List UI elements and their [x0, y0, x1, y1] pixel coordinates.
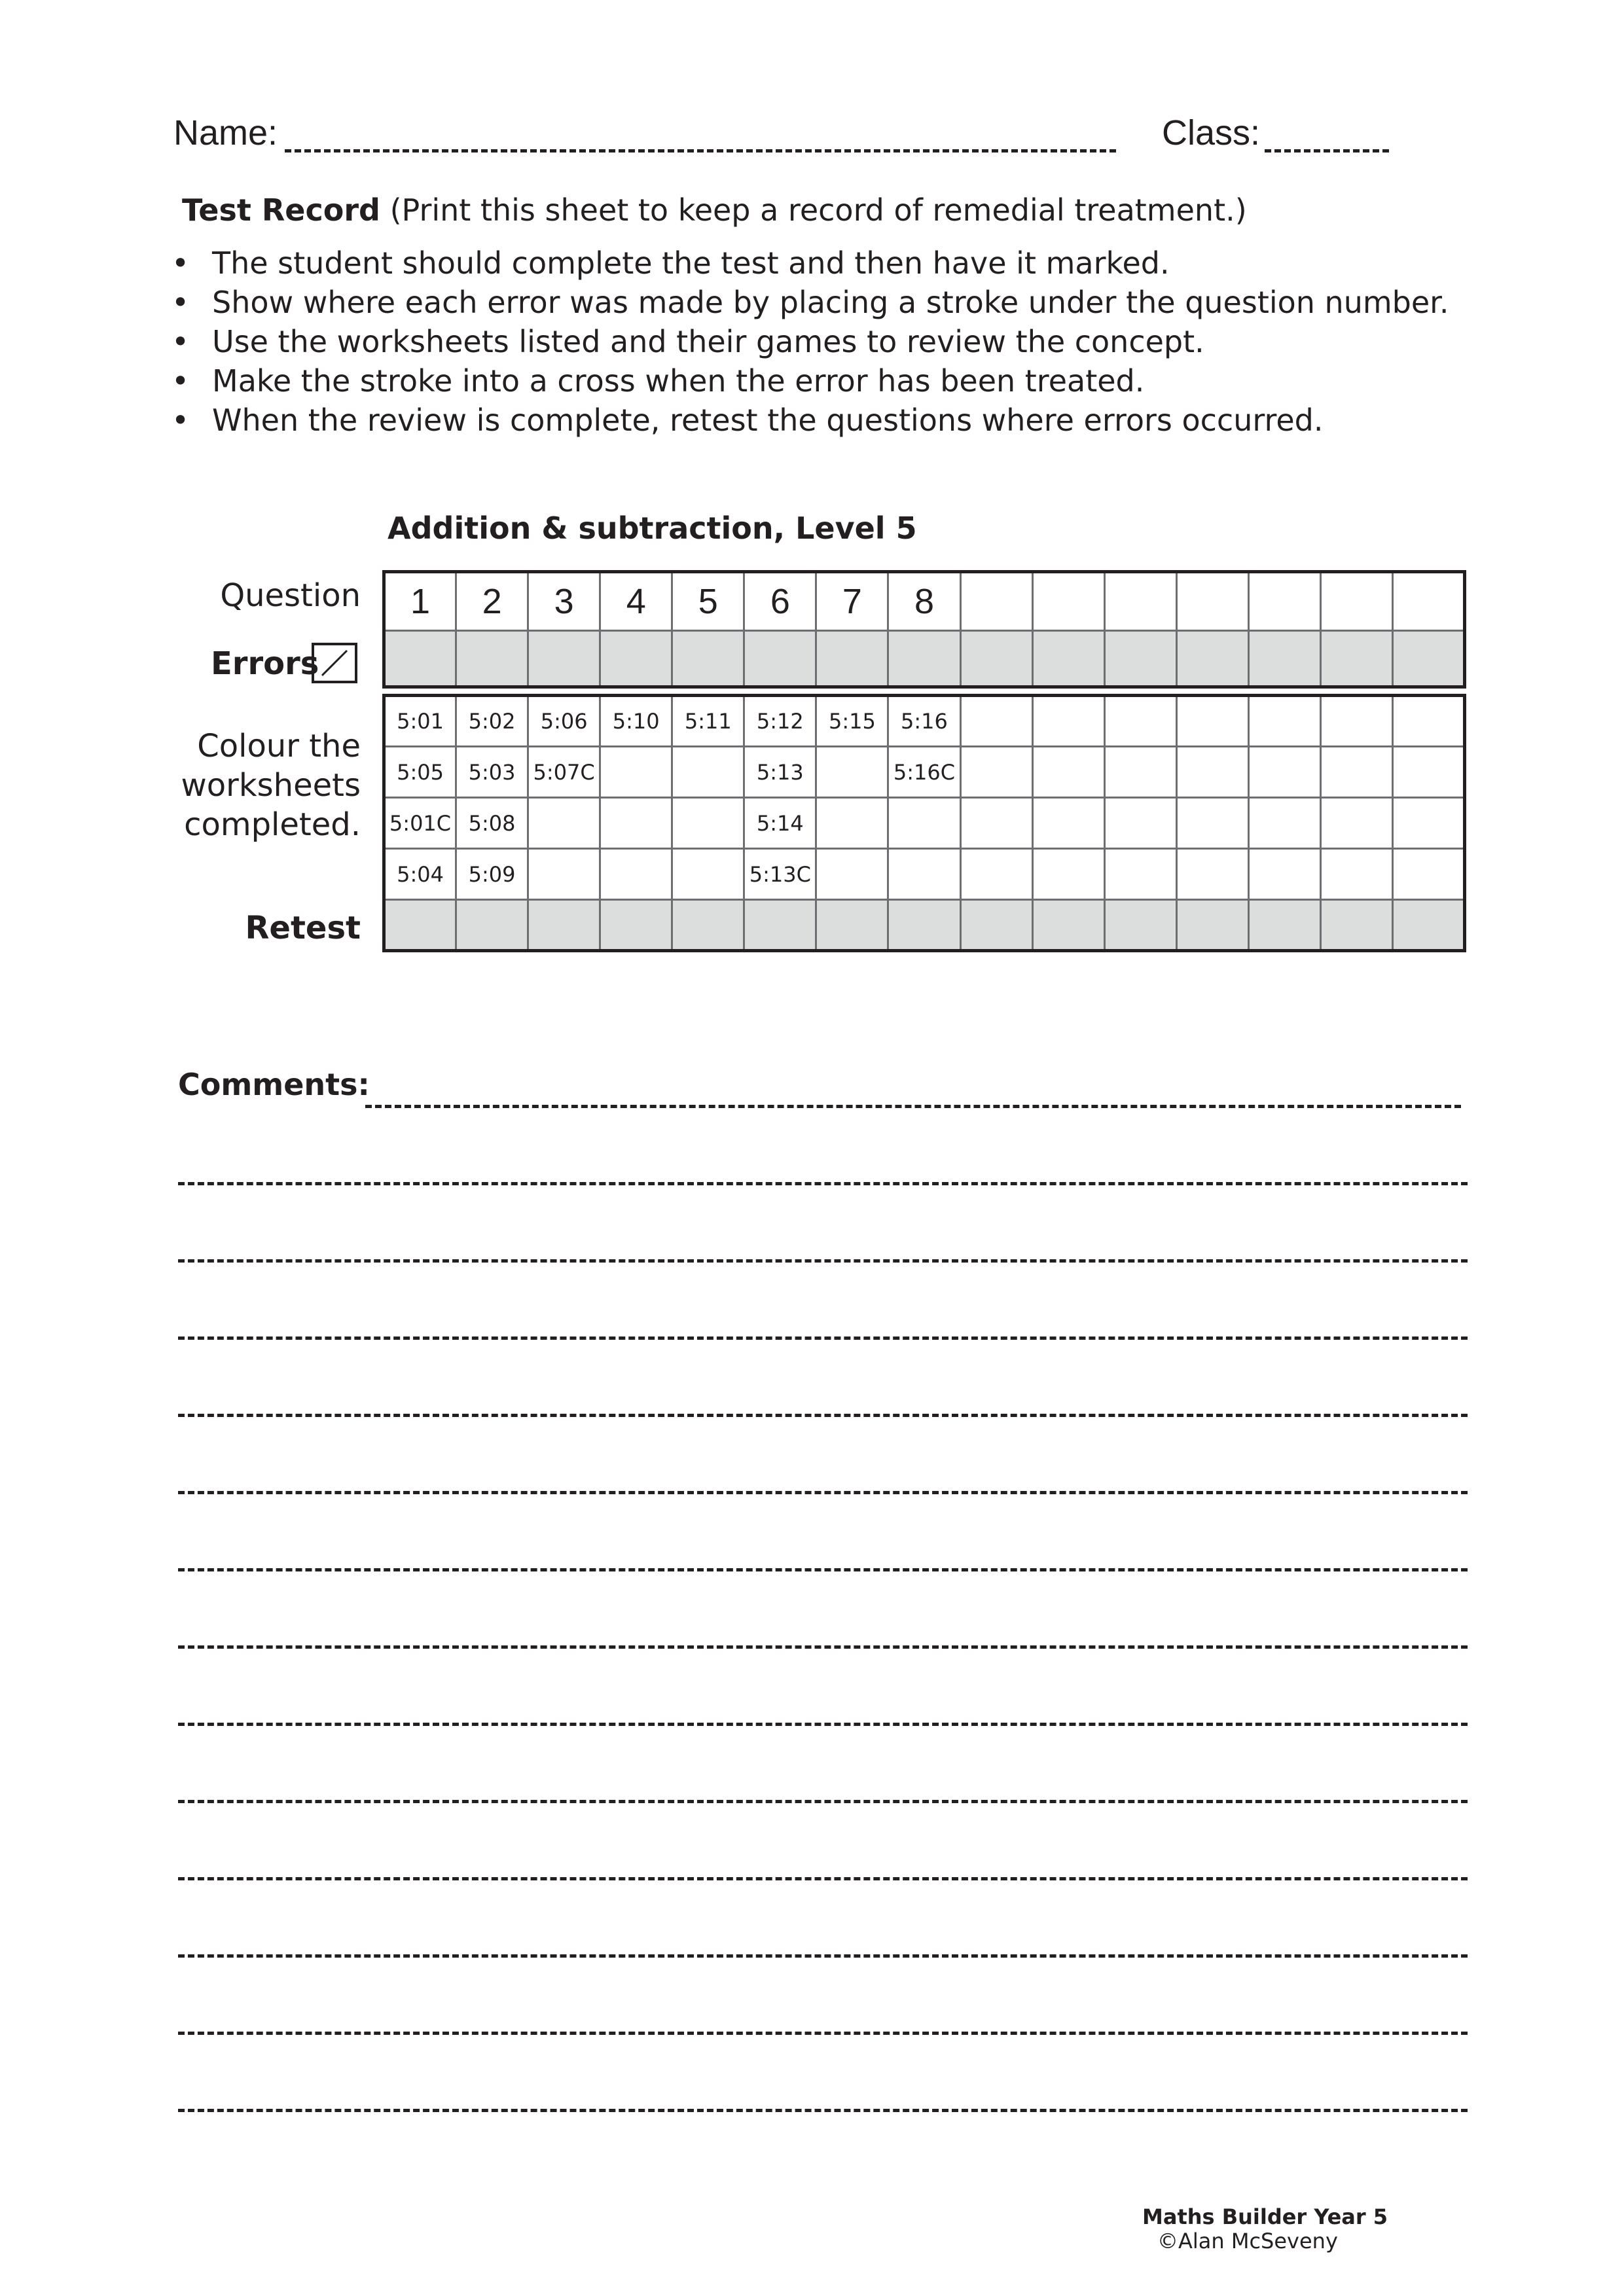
question-cell: 8: [888, 572, 960, 631]
instructions-list: [171, 243, 1449, 440]
error-cell[interactable]: [672, 631, 744, 687]
worksheet-cell[interactable]: [1176, 849, 1248, 900]
test-record-title: Test Record: [182, 192, 380, 228]
error-cell[interactable]: [528, 631, 600, 687]
worksheet-cell[interactable]: [1392, 798, 1464, 849]
worksheet-row: [384, 849, 1465, 900]
comment-line[interactable]: [178, 1723, 1468, 1726]
error-cell[interactable]: [744, 631, 816, 687]
worksheet-cell[interactable]: 5:08: [456, 798, 528, 849]
error-cell[interactable]: [384, 631, 456, 687]
worksheet-cell[interactable]: [528, 849, 600, 900]
worksheet-cell[interactable]: [528, 798, 600, 849]
worksheet-cell[interactable]: [600, 747, 672, 798]
retest-cell[interactable]: [744, 900, 816, 951]
worksheet-cell[interactable]: [888, 798, 960, 849]
worksheet-cell[interactable]: 5:06: [528, 696, 600, 747]
worksheet-cell[interactable]: [960, 849, 1032, 900]
retest-cell[interactable]: [888, 900, 960, 951]
worksheet-cell[interactable]: [1176, 747, 1248, 798]
retest-cell[interactable]: [960, 900, 1032, 951]
question-cell: [1392, 572, 1464, 631]
retest-cell[interactable]: [384, 900, 456, 951]
question-table: [382, 570, 1466, 689]
comment-line[interactable]: [178, 1491, 1468, 1494]
question-cell: 7: [816, 572, 888, 631]
worksheets-table: [382, 694, 1466, 952]
error-cell[interactable]: [1176, 631, 1248, 687]
question-cell: 2: [456, 572, 528, 631]
worksheet-cell[interactable]: [1104, 696, 1176, 747]
worksheet-cell[interactable]: [1392, 849, 1464, 900]
worksheet-cell[interactable]: 5:09: [456, 849, 528, 900]
worksheet-cell[interactable]: [1320, 747, 1392, 798]
error-cell[interactable]: [1248, 631, 1320, 687]
retest-cell[interactable]: [672, 900, 744, 951]
worksheet-row: [384, 696, 1465, 747]
retest-cell[interactable]: [1032, 900, 1104, 951]
worksheet-cell[interactable]: [960, 747, 1032, 798]
worksheet-cell[interactable]: [1248, 849, 1320, 900]
retest-cell[interactable]: [1320, 900, 1392, 951]
worksheet-cell[interactable]: [1176, 696, 1248, 747]
test-record-intro: [182, 192, 1247, 228]
question-cell: [1032, 572, 1104, 631]
worksheet-cell[interactable]: [816, 747, 888, 798]
worksheet-cell[interactable]: 5:01: [384, 696, 456, 747]
worksheet-cell[interactable]: 5:16C: [888, 747, 960, 798]
question-cell: 3: [528, 572, 600, 631]
instruction-item: • Use the worksheets listed and their games to review the concept.: [171, 322, 1449, 361]
worksheet-cell[interactable]: [1320, 849, 1392, 900]
question-label: Question: [220, 577, 361, 614]
errors-label: Errors: [211, 645, 319, 682]
worksheet-cell[interactable]: [672, 798, 744, 849]
retest-cell[interactable]: [1176, 900, 1248, 951]
colour-label-line: worksheets: [181, 767, 361, 804]
worksheet-cell[interactable]: 5:12: [744, 696, 816, 747]
worksheet-cell[interactable]: 5:13: [744, 747, 816, 798]
error-cell[interactable]: [960, 631, 1032, 687]
errors-row: [384, 631, 1465, 687]
colour-worksheets-label: [181, 726, 361, 844]
worksheet-cell[interactable]: [816, 798, 888, 849]
worksheet-row: [384, 747, 1465, 798]
worksheet-cell[interactable]: [1320, 798, 1392, 849]
worksheet-cell[interactable]: [816, 849, 888, 900]
worksheet-cell[interactable]: [1176, 798, 1248, 849]
worksheet-cell[interactable]: [1392, 747, 1464, 798]
question-cell: 5: [672, 572, 744, 631]
worksheet-cell[interactable]: 5:10: [600, 696, 672, 747]
question-cell: [1104, 572, 1176, 631]
retest-cell[interactable]: [600, 900, 672, 951]
worksheet-cell[interactable]: 5:16: [888, 696, 960, 747]
retest-row: [384, 900, 1465, 951]
instruction-item: • When the review is complete, retest the questions where errors occurred.: [171, 401, 1449, 440]
name-label: Name:: [173, 113, 278, 152]
question-cell: [1320, 572, 1392, 631]
comment-line[interactable]: [178, 1877, 1468, 1880]
question-cell: [960, 572, 1032, 631]
worksheet-cell[interactable]: [1032, 696, 1104, 747]
retest-cell[interactable]: [1392, 900, 1464, 951]
worksheet-cell[interactable]: [600, 849, 672, 900]
retest-label: Retest: [245, 910, 361, 946]
worksheet-cell[interactable]: 5:03: [456, 747, 528, 798]
retest-cell[interactable]: [456, 900, 528, 951]
error-cell[interactable]: [888, 631, 960, 687]
question-cell: 6: [744, 572, 816, 631]
worksheet-cell[interactable]: 5:14: [744, 798, 816, 849]
worksheet-row: [384, 798, 1465, 849]
instruction-item: • Show where each error was made by placing a stroke under the question number.: [171, 283, 1449, 322]
comment-line[interactable]: [178, 1645, 1468, 1649]
question-row: [384, 572, 1465, 631]
comment-line[interactable]: [178, 2032, 1468, 2035]
worksheet-cell[interactable]: 5:13C: [744, 849, 816, 900]
worksheet-cell[interactable]: [1032, 747, 1104, 798]
worksheet-cell[interactable]: [960, 798, 1032, 849]
error-cell[interactable]: [456, 631, 528, 687]
comment-line[interactable]: [178, 2109, 1468, 2112]
worksheet-cell[interactable]: [1032, 798, 1104, 849]
worksheet-cell[interactable]: [1248, 798, 1320, 849]
worksheet-cell[interactable]: [1032, 849, 1104, 900]
worksheet-cell[interactable]: 5:02: [456, 696, 528, 747]
worksheet-cell[interactable]: 5:11: [672, 696, 744, 747]
question-cell: 4: [600, 572, 672, 631]
worksheet-cell[interactable]: [1104, 798, 1176, 849]
class-label: Class:: [1162, 113, 1261, 152]
retest-cell[interactable]: [528, 900, 600, 951]
worksheet-cell[interactable]: 5:05: [384, 747, 456, 798]
question-cell: [1176, 572, 1248, 631]
stroke-icon: [312, 643, 357, 683]
worksheet-cell[interactable]: 5:04: [384, 849, 456, 900]
worksheet-cell[interactable]: 5:07C: [528, 747, 600, 798]
comment-line[interactable]: [178, 1800, 1468, 1803]
name-field[interactable]: [285, 149, 1116, 152]
test-record-subtitle: (Print this sheet to keep a record of remedial treatment.): [389, 192, 1247, 228]
error-cell[interactable]: [816, 631, 888, 687]
comment-line[interactable]: [178, 1414, 1468, 1417]
worksheet-cell[interactable]: [1104, 849, 1176, 900]
error-cell[interactable]: [1392, 631, 1464, 687]
comment-line[interactable]: [178, 1336, 1468, 1340]
comment-line[interactable]: [178, 1568, 1468, 1571]
comment-line[interactable]: [178, 1182, 1468, 1185]
comment-line[interactable]: [365, 1105, 1461, 1108]
worksheet-cell[interactable]: [672, 849, 744, 900]
footer-copyright: ©Alan McSeveny: [1157, 2229, 1338, 2253]
error-cell[interactable]: [1032, 631, 1104, 687]
question-cell: 1: [384, 572, 456, 631]
class-field[interactable]: [1265, 149, 1389, 152]
worksheet-cell[interactable]: [960, 696, 1032, 747]
comments-label: Comments:: [178, 1067, 370, 1102]
worksheet-cell[interactable]: 5:15: [816, 696, 888, 747]
worksheet-cell[interactable]: [672, 747, 744, 798]
instruction-item: • Make the stroke into a cross when the error has been treated.: [171, 361, 1449, 401]
worksheet-cell[interactable]: [1248, 696, 1320, 747]
worksheet-cell[interactable]: [1248, 747, 1320, 798]
error-cell[interactable]: [600, 631, 672, 687]
retest-cell[interactable]: [1248, 900, 1320, 951]
worksheet-cell[interactable]: [600, 798, 672, 849]
record-title: Addition & subtraction, Level 5: [388, 511, 917, 546]
comment-line[interactable]: [178, 1954, 1468, 1958]
worksheet-cell[interactable]: [888, 849, 960, 900]
instruction-item: • The student should complete the test and then have it marked.: [171, 243, 1449, 283]
question-cell: [1248, 572, 1320, 631]
error-cell[interactable]: [1104, 631, 1176, 687]
worksheet-cell[interactable]: 5:01C: [384, 798, 456, 849]
colour-label-line: Colour the: [197, 728, 361, 764]
error-cell[interactable]: [1320, 631, 1392, 687]
footer-title: Maths Builder Year 5: [1142, 2204, 1388, 2229]
worksheet-cell[interactable]: [1392, 696, 1464, 747]
colour-label-line: completed.: [184, 806, 361, 843]
retest-cell[interactable]: [1104, 900, 1176, 951]
worksheet-cell[interactable]: [1104, 747, 1176, 798]
worksheet-cell[interactable]: [1320, 696, 1392, 747]
comment-line[interactable]: [178, 1259, 1468, 1263]
retest-cell[interactable]: [816, 900, 888, 951]
